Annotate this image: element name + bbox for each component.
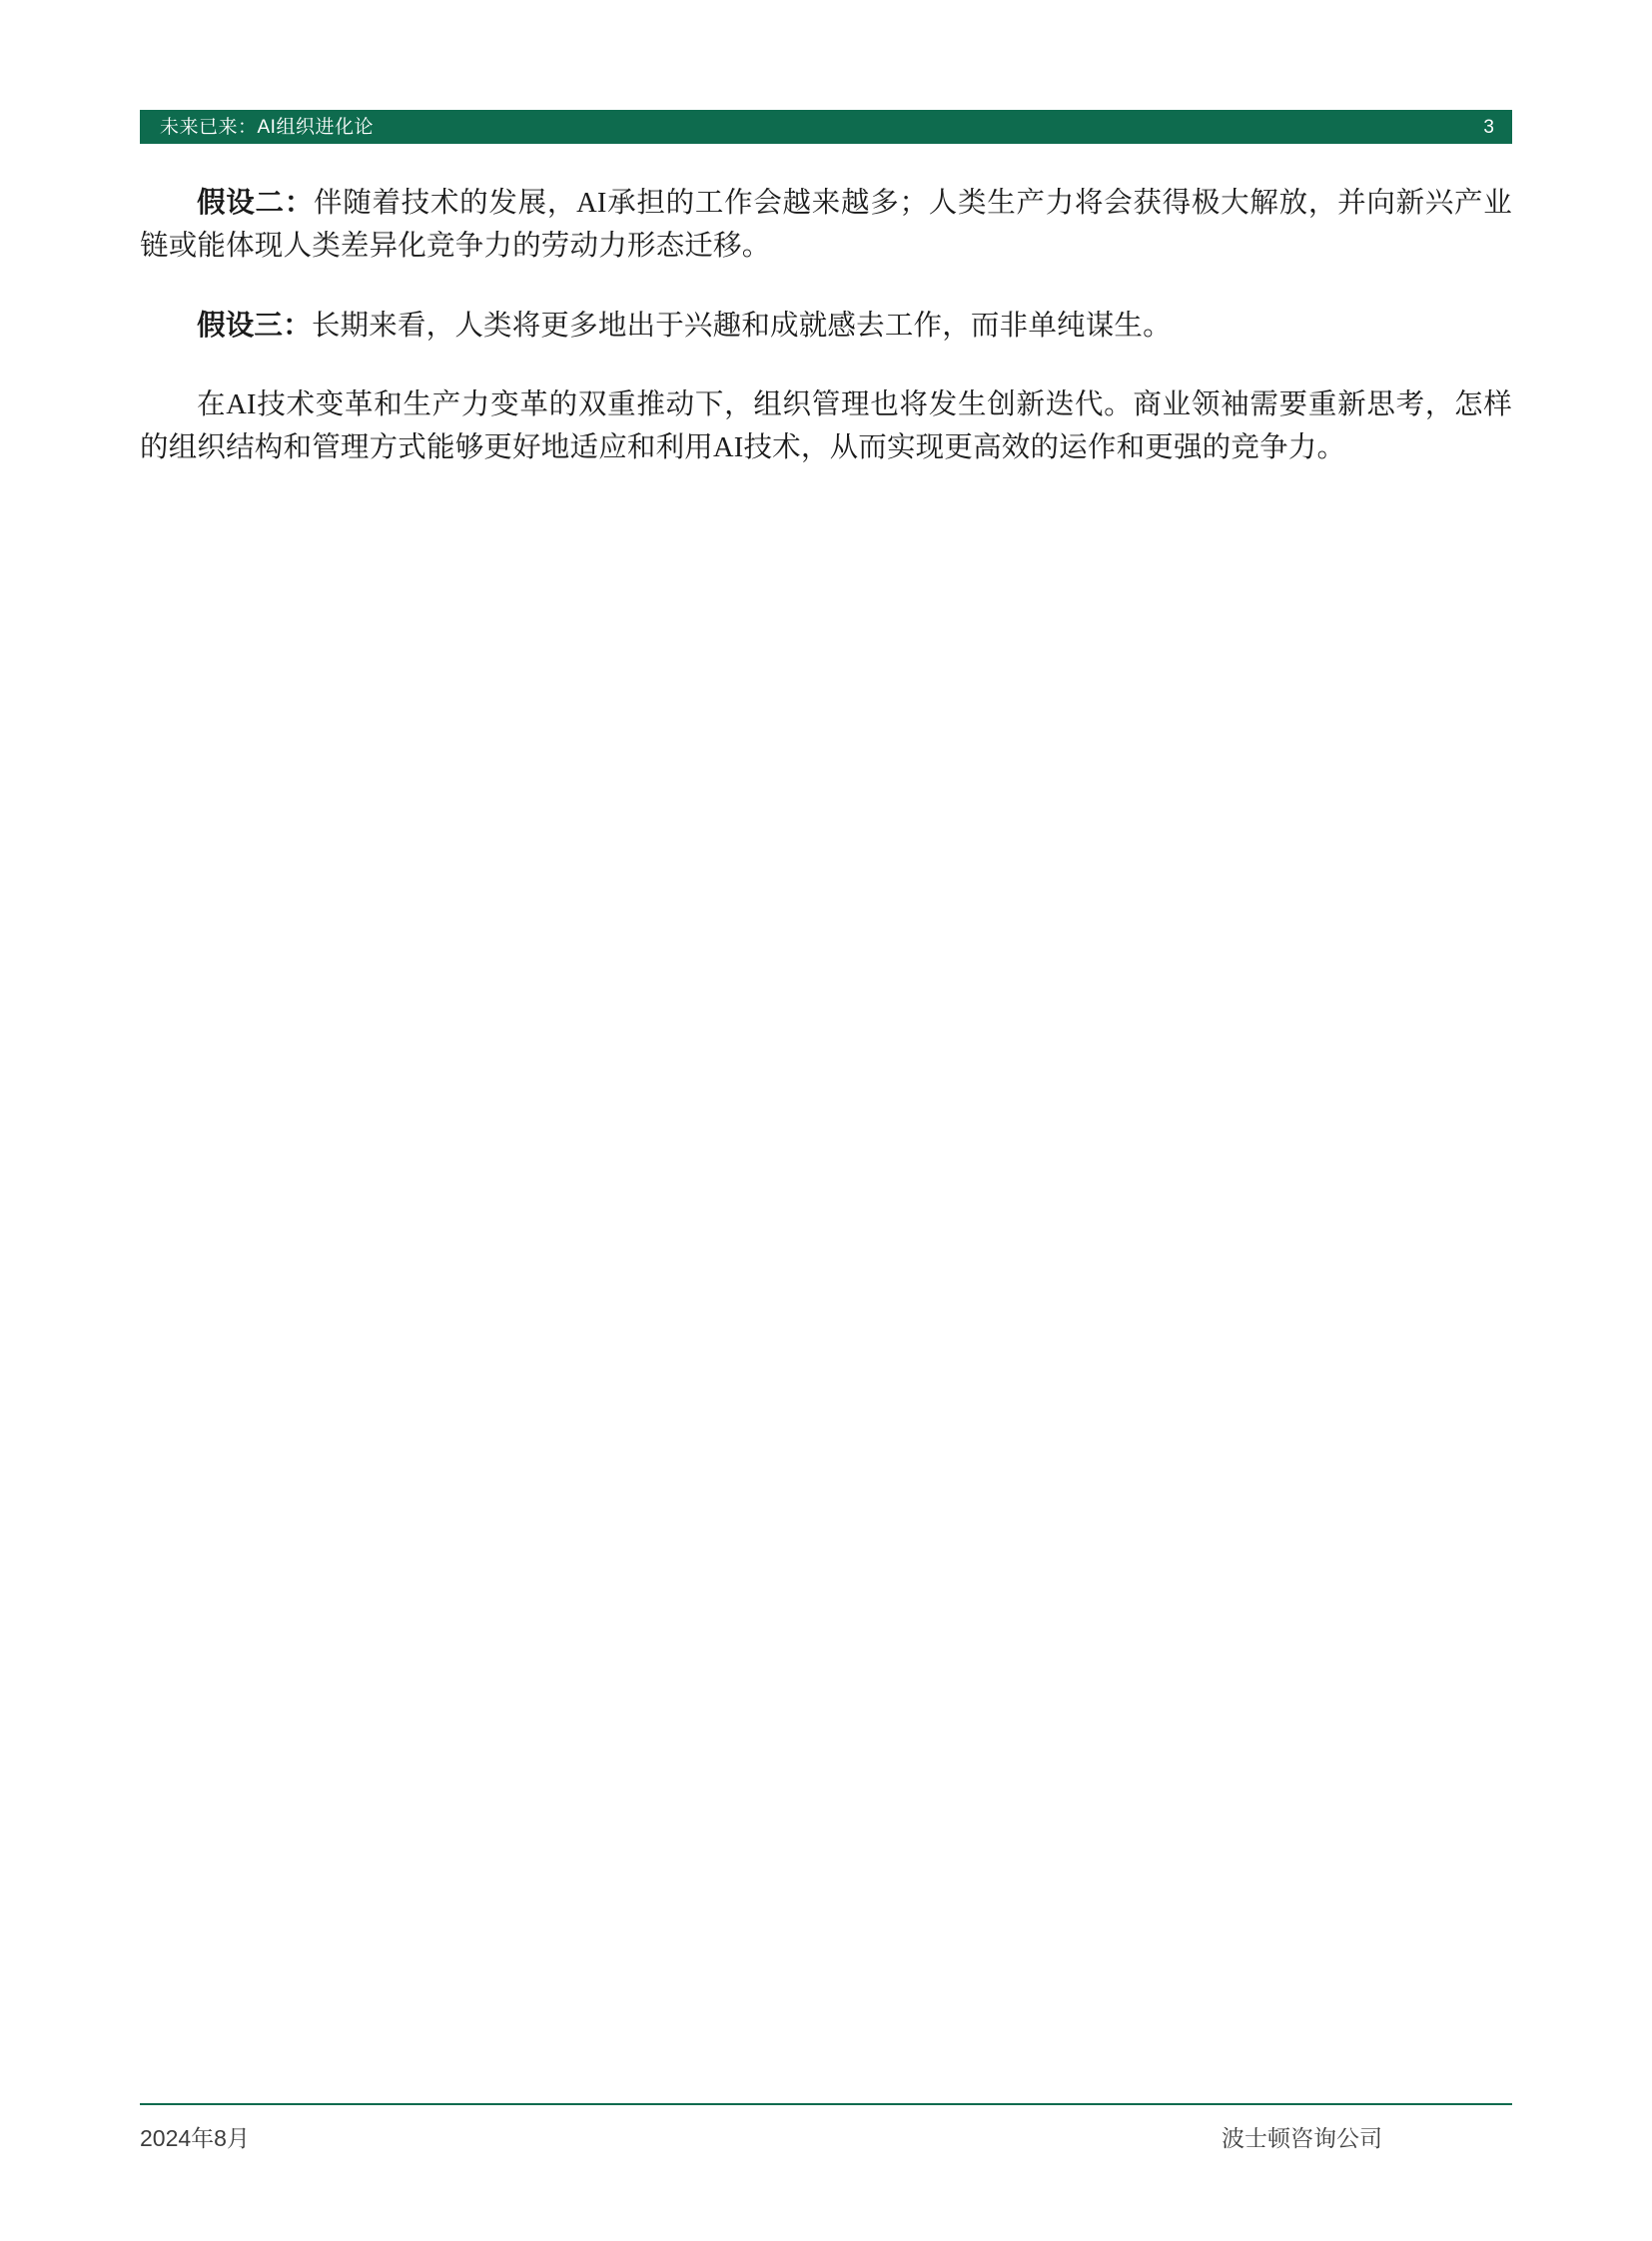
paragraph-assumption-three — [140, 305, 1512, 348]
paragraph-closing — [140, 383, 1512, 470]
footer-publisher: 波士顿咨询公司 — [1222, 2125, 1382, 2151]
header-page-number: 3 — [1483, 116, 1494, 138]
page-header-band — [140, 110, 1512, 144]
paragraph-text: 在AI技术变革和生产力变革的双重推动下，组织管理也将发生创新迭代。商业领袖需要重新思考，怎样的组织结构和管理方式能够更好地适应和利用AI技术，从而实现更高效的运作和更强的竞争力。 — [140, 388, 1512, 464]
paragraph-assumption-two — [140, 182, 1512, 269]
page-footer — [140, 2120, 1512, 2153]
paragraph-text: 伴随着技术的发展，AI承担的工作会越来越多；人类生产力将会获得极大解放，并向新兴产业链或能体现人类差异化竞争力的劳动力形态迁移。 — [140, 188, 1512, 263]
footer-date: 2024年8月 — [140, 2125, 250, 2151]
page-body — [140, 182, 1512, 470]
paragraph-lead-label: 假设二： — [197, 188, 314, 219]
footer-divider — [140, 2103, 1512, 2105]
paragraph-text: 长期来看，人类将更多地出于兴趣和成就感去工作，而非单纯谋生。 — [311, 310, 1172, 342]
header-title: 未来已来：AI组织进化论 — [160, 116, 374, 138]
paragraph-lead-label: 假设三： — [197, 310, 312, 342]
